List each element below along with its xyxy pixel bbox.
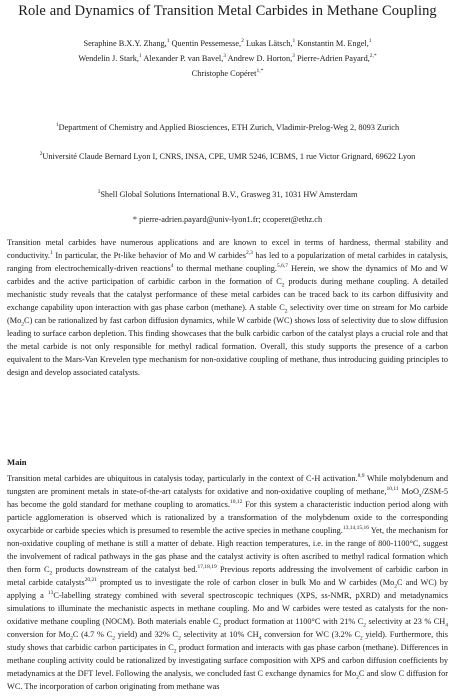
author-list xyxy=(20,36,435,81)
citation-ref: 8,9 xyxy=(357,473,365,480)
text-run: For this system a characteristic induction period along with particle agglomeration is observed which is rationalized by a transformation of the molybdenum oxide to the corresponding oxycarbide or carbide species which is presumed to resemble the active species in methane coupling. xyxy=(7,500,448,535)
text-run: Previous reports addressing the involvement of carbidic carbon in metal carbide catalysts xyxy=(7,565,449,587)
citation-ref: 10,12 xyxy=(229,499,243,506)
author-name: Andrew D. Horton, xyxy=(226,54,293,63)
author-name: Alexander P. van Bavel, xyxy=(141,54,224,63)
citation-ref: 13 xyxy=(47,590,54,597)
author-affiliation-marker: 3 xyxy=(223,53,227,60)
subscript: 2 xyxy=(112,635,115,642)
text-run: In particular, the Pt-like behavior of Mo and W carbides xyxy=(52,251,246,260)
author-name: Lukas Lätsch, xyxy=(243,39,293,48)
citation-ref: 2,3 xyxy=(245,250,253,257)
text-run: C (4.7 % C xyxy=(72,630,113,639)
paper-title: Role and Dynamics of Transition Metal Carbides in Methane Coupling xyxy=(18,3,437,19)
subscript: 2 xyxy=(284,308,288,315)
text-run: products during methane coupling. A detailed mechanistic study reveals that the catalyst performance of these metal carbides can be traced back to its carbon diffusivity and exchange capability upon interaction with gas phase carbon (methane). A stable C xyxy=(7,277,448,312)
text-run: C) can be rationalized by fast carbon diffusion dynamics, while W carbide (WC) shows loss of selectivity due to slow diffusion leading to surface carbon depletion. This finding showcases that the bulk carbidic carbon of the catalyst plays a crucial role and that the metal carbide is not only responsible for methyl radical formation. Overall, this study supports the presence of a carbon equivalent to the Mars-Van Krevelen type mechanism for non-oxidative coupling of methane, thus introducing guiding principles to design and develop associated catalysts. xyxy=(7,316,448,377)
abstract-paragraph xyxy=(7,236,448,379)
author-affiliation-marker: 1 xyxy=(292,38,296,45)
text-run: C and WC) by applying a xyxy=(7,578,448,600)
subscript: 2 xyxy=(49,570,53,577)
citation-ref: 17,18,19 xyxy=(197,564,217,571)
text-run: conversion for Mo xyxy=(7,630,71,639)
author-name: Seraphine B.X.Y. Zhang, xyxy=(83,39,167,48)
subscript: 2 xyxy=(218,622,222,629)
text-run: yield) and 32% C xyxy=(114,630,179,639)
affiliation-3 xyxy=(6,189,449,200)
author-line-1 xyxy=(20,36,435,51)
citation-ref: 5,6,7 xyxy=(276,263,288,270)
text-run: selectivity at 23 % CH xyxy=(366,617,446,626)
author-affiliation-marker: 1,* xyxy=(256,68,264,75)
text-run: conversion for WC (3.2% C xyxy=(261,630,361,639)
text-run: /ZSM-5 has become the gold standard for methane coupling to aromatics. xyxy=(7,487,448,509)
affiliation-text: Shell Global Solutions International B.V., Grasweg 31, 1031 HW Amsterdam xyxy=(100,190,358,199)
text-run: C-labelling strategy combined with several spectroscopic techniques (XPS, ss-NMR, pXRD) and metadynamics simulations to illuminate the mechanistic aspects in methane coupling. Mo and W carbides were tested as catalysts for the non-oxidative methane coupling (NOCM). Both materials enable C xyxy=(7,591,448,626)
affiliation-marker: 1 xyxy=(55,122,59,129)
author-name: Quentin Pessemesse, xyxy=(169,39,242,48)
affiliation-text: Department of Chemistry and Applied Biosciences, ETH Zurich, Vladimir-Prelog-Weg 2, 8093 Zurich xyxy=(58,123,400,132)
section-heading-main: Main xyxy=(7,457,27,467)
subscript: 2 xyxy=(173,648,177,655)
subscript: 2 xyxy=(178,635,181,642)
subscript: 2 xyxy=(281,282,285,289)
citation-ref: 20,21 xyxy=(84,577,97,584)
subscript: 4 xyxy=(258,635,262,642)
author-line-2 xyxy=(20,51,435,66)
affiliation-marker: 3 xyxy=(97,189,101,196)
text-run: Herein, we show the dynamics of Mo and W carbides and the active participation of carbidic carbon in the formation of C xyxy=(7,264,448,286)
text-run: selectivity over time on stream for Mo carbide (Mo xyxy=(7,303,448,325)
author-name: Wendelin J. Stark, xyxy=(78,54,139,63)
corresponding-email[interactable]: * pierre-adrien.payard@univ-lyon1.fr; ccoperet@ethz.ch xyxy=(132,215,323,224)
text-run: C and slow C diffusion for WC. The incorporation of carbon originating from methane was xyxy=(7,669,448,691)
author-affiliation-marker: 2 xyxy=(241,38,244,45)
text-run: While molybdenum and tungsten are prominent metals in state-of-the-art catalysts for oxidative and non-oxidative coupling of methane, xyxy=(7,474,448,496)
text-run: has led to a popularization of metal carbides in catalysis, ranging from electrochemically-driven reactions xyxy=(7,251,448,273)
subscript: x xyxy=(418,492,422,499)
text-run: MoO xyxy=(398,487,419,496)
text-run: selectivity at 10% CH xyxy=(180,630,259,639)
author-affiliation-marker: 1 xyxy=(138,53,142,60)
author-name: Konstantin M. Engel, xyxy=(295,39,369,48)
text-run: Transition metal carbides have numerous applications and are known to excel in terms of hardness, thermal stability and conductivity. xyxy=(7,238,448,260)
affiliation-2 xyxy=(6,151,449,162)
affiliation-1 xyxy=(6,122,449,133)
author-affiliation-marker: 2,* xyxy=(369,53,377,60)
subscript: 4 xyxy=(445,622,448,629)
author-affiliation-marker: 1 xyxy=(166,38,170,45)
author-line-3 xyxy=(20,66,435,81)
text-run: products downstream of the catalyst bed. xyxy=(52,565,198,574)
text-run: prompted us to investigate the role of carbon closer in bulk Mo and W carbides (Mo xyxy=(96,578,395,587)
subscript: 2 xyxy=(70,635,73,642)
subscript: 2 xyxy=(363,622,367,629)
citation-ref: 13,14,15,16 xyxy=(342,525,369,532)
author-name: Pierre-Adrien Payard, xyxy=(294,54,370,63)
affiliation-text: Université Claude Bernard Lyon I, CNRS, INSA, CPE, UMR 5246, ICBMS, 1 rue Victor Grignard, 69622 Lyon xyxy=(42,152,416,161)
citation-ref: 10,11 xyxy=(386,486,399,493)
subscript: 2 xyxy=(360,635,363,642)
subscript: 2 xyxy=(356,674,359,681)
subscript: 2 xyxy=(394,583,397,590)
author-name: Christophe Copéret xyxy=(191,69,257,78)
text-run: Yet, the mechanism for non-oxidative coupling of methane is still a matter of debate. High reaction temperatures, i.e. in the range of 800-1100°C, suggest the involvement of radical pathways in the gas phase and the catalyst activity is often ascribed to methyl radical formation which then form C xyxy=(7,526,448,574)
text-run: product formation at 1100°C with 21% C xyxy=(221,617,364,626)
text-run: Transition metal carbides are ubiquitous in catalysis today, particularly in the context of C-H activation. xyxy=(7,474,358,483)
affiliation-marker: 2 xyxy=(39,151,43,158)
subscript: 2 xyxy=(21,321,25,328)
text-run: yield). Furthermore, this study shows that carbidic carbon participates in C xyxy=(7,630,448,652)
main-paragraph xyxy=(7,472,448,693)
citation-ref: 1 xyxy=(50,250,53,257)
text-run: to thermal methane coupling. xyxy=(173,264,277,273)
citation-ref: 4 xyxy=(170,263,174,270)
author-affiliation-marker: 1 xyxy=(368,38,372,45)
author-affiliation-marker: 3 xyxy=(292,53,295,60)
text-run: product formation and interacts with gas phase carbon (methane). Differences in methane coupling activity could be rationalized by investigating surface composition with XPS and carbon diffusion coefficients by metadynamics at the DFT level. Following the analysis, we concluded fast C exchange dynamics for Mo xyxy=(7,643,448,678)
